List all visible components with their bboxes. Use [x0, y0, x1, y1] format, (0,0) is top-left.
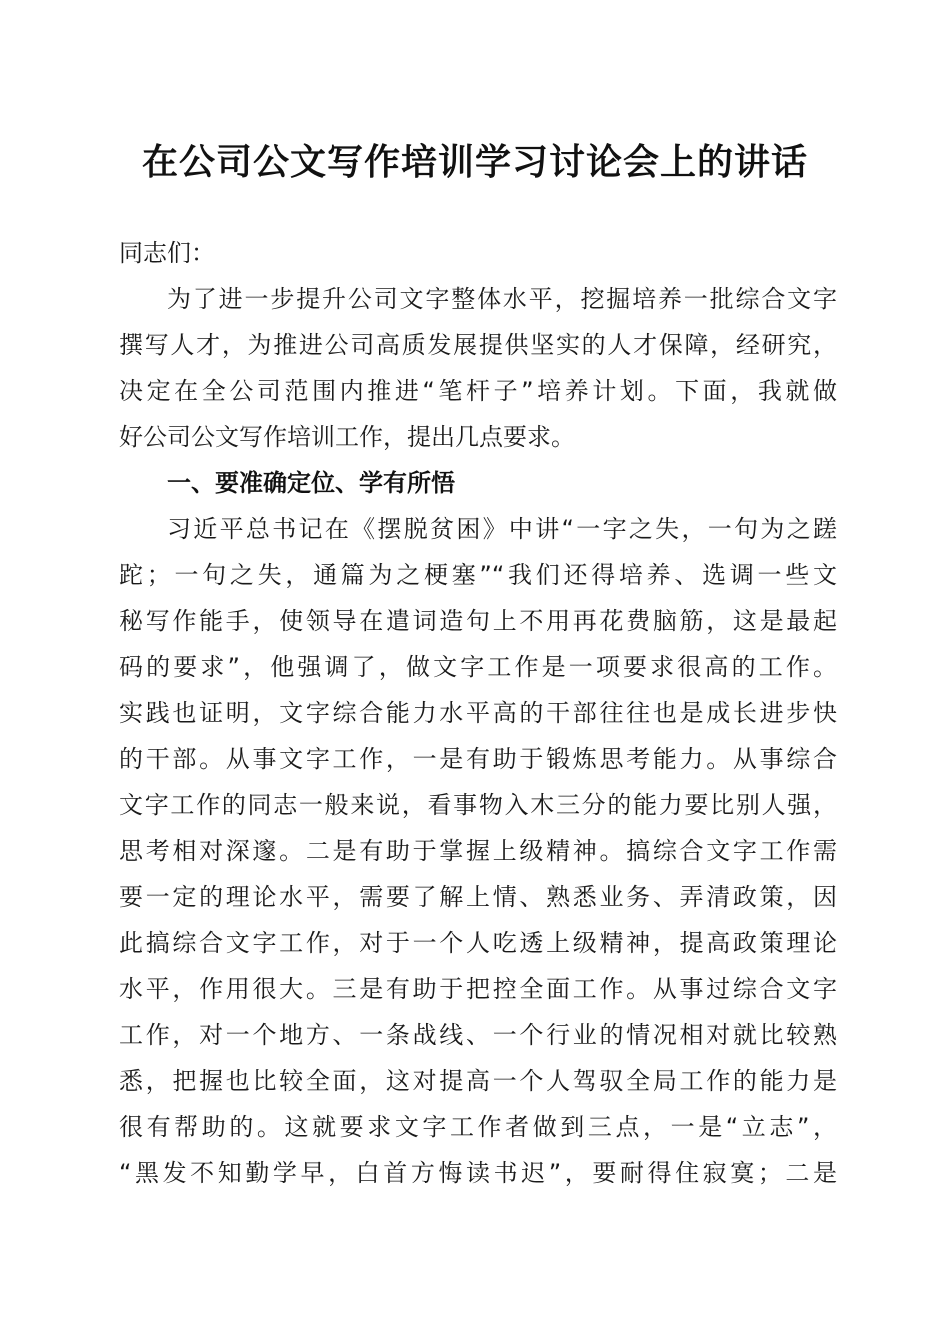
paragraph-line: 很有帮助的。这就要求文字工作者做到三点，一是“立志”，	[119, 1113, 837, 1141]
paragraph-line: 水平，作用很大。三是有助于把控全面工作。从事过综合文字	[119, 975, 837, 1003]
paragraph-line: 码的要求”，他强调了，做文字工作是一项要求很高的工作。	[119, 653, 837, 681]
section-heading: 一、要准确定位、学有所悟	[167, 469, 455, 497]
paragraph-line: 实践也证明，文字综合能力水平高的干部往往也是成长进步快	[119, 699, 837, 727]
paragraph-line: 秘写作能手，使领导在遣词造句上不用再花费脑筋，这是最起	[119, 607, 837, 635]
paragraph-line: 好公司公文写作培训工作，提出几点要求。	[119, 423, 575, 451]
paragraph-line: 跎；一句之失，通篇为之梗塞”“我们还得培养、选调一些文	[119, 561, 837, 589]
paragraph-line: 的干部。从事文字工作，一是有助于锻炼思考能力。从事综合	[119, 745, 837, 773]
paragraph-line: 要一定的理论水平，需要了解上情、熟悉业务、弄清政策，因	[119, 883, 837, 911]
paragraph-line: 思考相对深邃。二是有助于掌握上级精神。搞综合文字工作需	[119, 837, 837, 865]
paragraph-line: 文字工作的同志一般来说，看事物入木三分的能力要比别人强，	[119, 791, 837, 819]
salutation: 同志们：	[119, 239, 215, 267]
paragraph-line: 决定在全公司范围内推进“笔杆子”培养计划。下面，我就做	[119, 377, 837, 405]
paragraph-line: 为了进一步提升公司文字整体水平，挖掘培养一批综合文字	[167, 285, 837, 313]
paragraph-line: 撰写人才，为推进公司高质发展提供坚实的人才保障，经研究，	[119, 331, 837, 359]
document-title: 在公司公文写作培训学习讨论会上的讲话	[141, 141, 808, 183]
paragraph-line: 此搞综合文字工作，对于一个人吃透上级精神，提高政策理论	[119, 929, 837, 957]
paragraph-line: 工作，对一个地方、一条战线、一个行业的情况相对就比较熟	[119, 1021, 837, 1049]
paragraph-line: 悉，把握也比较全面，这对提高一个人驾驭全局工作的能力是	[119, 1067, 837, 1095]
paragraph-line: 习近平总书记在《摆脱贫困》中讲“一字之失，一句为之蹉	[167, 515, 837, 543]
document-body	[119, 230, 837, 1196]
paragraph-line: “黑发不知勤学早，白首方悔读书迟”，要耐得住寂寞；二是	[119, 1159, 837, 1187]
